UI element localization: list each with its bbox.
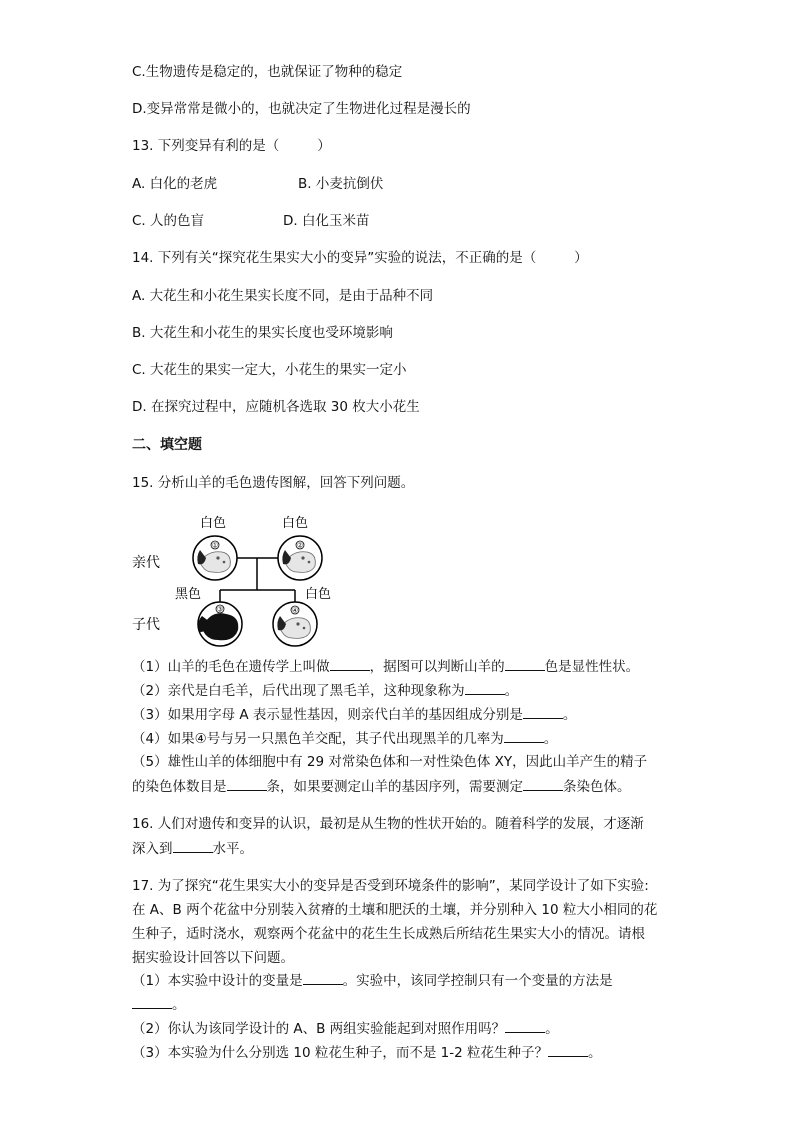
q17-sub-3: （3）本实验为什么分别选 10 粒花生种子，而不是 1-2 粒花生种子？ 。 <box>132 1042 601 1063</box>
q17-stem-4: 据实验设计回答以下问题。 <box>132 950 294 966</box>
q14-option-d: D. 在探究过程中，应随机各选取 30 枚大小花生 <box>132 399 420 415</box>
q17-sub-1: （1）本实验中设计的变量是 。实验中，该同学控制只有一个变量的方法是 <box>132 970 613 991</box>
parent1-color-label: 白色 <box>200 516 227 531</box>
q15-sub-4: （4）如果④号与另一只黑色羊交配，其子代出现黑羊的几率为 。 <box>132 728 557 749</box>
q14-stem <box>132 248 588 268</box>
blank[interactable] <box>523 776 563 791</box>
blank[interactable] <box>523 704 563 719</box>
blank[interactable] <box>330 656 370 671</box>
blank[interactable] <box>504 728 544 743</box>
q14-option-a: A. 大花生和小花生果实长度不同，是由于品种不同 <box>132 288 434 304</box>
q17-stem-1: 17. 为了探究“花生果实大小的变异是否受到环境条件的影响”，某同学设计了如下实验: <box>132 878 649 894</box>
blank[interactable] <box>303 970 343 985</box>
q15-sub-1: （1）山羊的毛色在遗传学上叫做 ，据图可以判断山羊的 色是显性性状。 <box>132 656 639 677</box>
q13-option-a: A. 白化的老虎 <box>132 176 218 192</box>
goat-2-number: ② <box>296 541 304 550</box>
q13-option-b: B. 小麦抗倒伏 <box>298 176 384 192</box>
goat-4-number: ④ <box>291 606 299 615</box>
q15-sub-3: （3）如果用字母 A 表示显性基因，则亲代白羊的基因组成分别是 。 <box>132 704 576 725</box>
q15-stem: 15. 分析山羊的毛色遗传图解，回答下列问题。 <box>132 475 415 491</box>
white-goat-2-icon <box>278 536 322 580</box>
q15-sub-5-cont: 的染色体数目是 条，如果要测定山羊的基因序列，需要测定 条染色体。 <box>132 776 631 797</box>
q14-text: 14. 下列有关“探究花生果实大小的变异”实验的说法，不正确的是（ <box>132 250 537 266</box>
white-goat-1-icon <box>193 536 237 580</box>
blank[interactable] <box>173 838 213 853</box>
q15-sub-5: （5）雄性山羊的体细胞中有 29 对常染色体和一对性染色体 XY，因此山羊产生的精子 <box>132 754 648 770</box>
black-goat-3-icon <box>198 602 242 646</box>
q13-paren: ） <box>317 138 331 154</box>
q12-option-d: D.变异常常是微小的，也就决定了生物进化过程是漫长的 <box>132 101 471 117</box>
blank[interactable] <box>505 1018 545 1033</box>
q16-stem: 16. 人们对遗传和变异的认识，最初是从生物的性状开始的。随着科学的发展，才逐渐 <box>132 816 644 832</box>
blank[interactable] <box>132 994 172 1009</box>
parent-generation-label: 亲代 <box>132 555 160 571</box>
q14-option-c: C. 大花生的果实一定大，小花生的果实一定小 <box>132 362 407 378</box>
q14-option-b: B. 大花生和小花生的果实长度也受环境影响 <box>132 325 393 341</box>
q17-sub-1-cont: 。 <box>132 994 186 1015</box>
q12-option-c: C.生物遗传是稳定的，也就保证了物种的稳定 <box>132 64 403 80</box>
blank[interactable] <box>227 776 267 791</box>
q13-option-c: C. 人的色盲 <box>132 213 205 229</box>
q13-text: 13. 下列变异有利的是（ <box>132 138 280 154</box>
child4-color-label: 白色 <box>305 587 332 602</box>
blank[interactable] <box>465 680 505 695</box>
section-title-fill-in: 二、填空题 <box>132 437 202 453</box>
q13-option-d: D. 白化玉米苗 <box>283 213 370 229</box>
q17-sub-2: （2）你认为该同学设计的 A、B 两组实验能起到对照作用吗？ 。 <box>132 1018 559 1039</box>
blank[interactable] <box>548 1042 588 1057</box>
parent2-color-label: 白色 <box>282 516 309 531</box>
offspring-generation-label: 子代 <box>132 617 160 633</box>
q15-sub-2: （2）亲代是白毛羊，后代出现了黑毛羊，这种现象称为 。 <box>132 680 518 701</box>
goat-inheritance-diagram <box>130 510 340 650</box>
goat-3-number: ③ <box>216 605 224 614</box>
q14-paren: ） <box>574 250 588 266</box>
blank[interactable] <box>505 656 545 671</box>
white-goat-4-icon <box>273 602 317 646</box>
q13-stem <box>132 136 331 156</box>
q17-stem-3: 生种子，适时浇水，观察两个花盆中的花生生长成熟后所结花生果实大小的情况。请根 <box>132 926 645 942</box>
q16-stem-cont: 深入到 水平。 <box>132 838 253 859</box>
child3-color-label: 黑色 <box>175 587 202 602</box>
goat-1-number: ① <box>211 541 219 550</box>
q17-stem-2: 在 A、B 两个花盆中分别装入贫瘠的土壤和肥沃的土壤，并分别种入 10 粒大小相同的花 <box>132 902 658 918</box>
